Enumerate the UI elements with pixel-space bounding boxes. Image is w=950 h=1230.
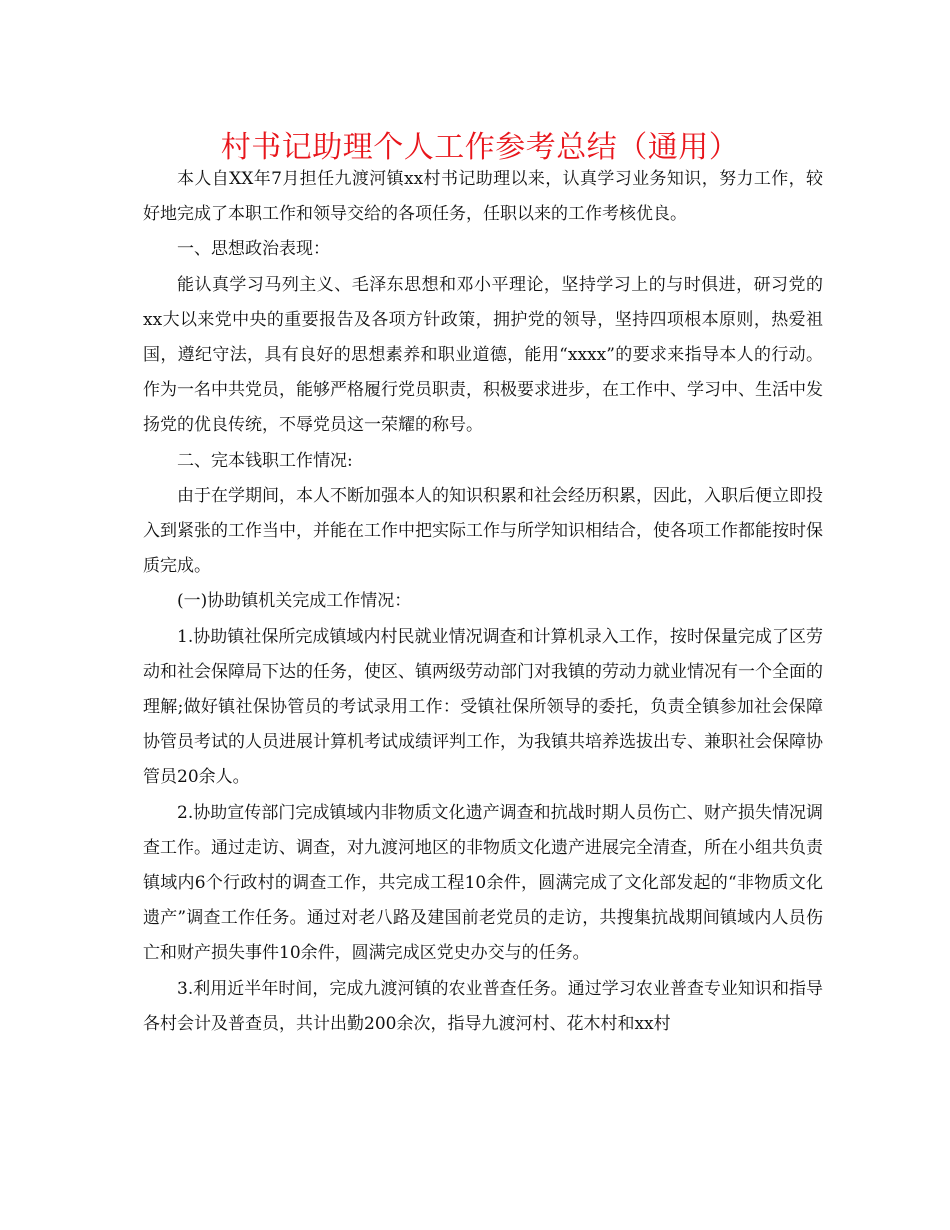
paragraph-item-2: 2.协助宣传部门完成镇域内非物质文化遗产调查和抗战时期人员伤亡、财产损失情况调查工作。通过走访、调查，对九渡河地区的非物质文化遗产进展完全清查，所在小组共负责镇域内6个行政村的调查工作，共完成工程10余件，圆满完成了文化部发起的“非物质文化遗产”调查工作任务。通过对老八路及建国前老党员的走访，共搜集抗战期间镇域内人员伤亡和财产损失事件10余件，圆满完成区党史办交与的任务。: [143, 802, 823, 964]
document-title: 村书记助理个人工作参考总结（通用）: [220, 130, 740, 165]
section-heading-work: 二、完本钱职工作情况:: [177, 450, 353, 471]
document-body: [143, 162, 823, 1042]
paragraph-item-1: 1.协助镇社保所完成镇域内村民就业情况调查和计算机录入工作，按时保量完成了区劳动和社会保障局下达的任务，使区、镇两级劳动部门对我镇的劳动力就业情况有一个全面的理解;做好镇社保协管员的考试录用工作：受镇社保所领导的委托，负责全镇参加社会保障协管员考试的人员进展计算机考试成绩评判工作，为我镇共培养选拔出专、兼职社会保障协管员20余人。: [143, 626, 823, 788]
paragraph-political: 能认真学习马列主义、毛泽东思想和邓小平理论，坚持学习上的与时俱进，研习党的xx大以来党中央的重要报告及各项方针政策，拥护党的领导，坚持四项根本原则，热爱祖国，遵纪守法，具有良好的思想素养和职业道德，能用“xxxx”的要求来指导本人的行动。作为一名中共党员，能够严格履行党员职责，积极要求进步，在工作中、学习中、生活中发扬党的优良传统，不辱党员这一荣耀的称号。: [143, 274, 823, 436]
paragraph-work-intro: 由于在学期间，本人不断加强本人的知识积累和社会经历积累，因此，入职后便立即投入到紧张的工作当中，并能在工作中把实际工作与所学知识相结合，使各项工作都能按时保质完成。: [143, 485, 823, 577]
paragraph-item-3: 3.利用近半年时间，完成九渡河镇的农业普查任务。通过学习农业普查专业知识和指导各村会计及普查员，共计出勤200余次，指导九渡河村、花木村和xx村: [143, 978, 823, 1034]
subsection-heading-assist: (一)协助镇机关完成工作情况：: [177, 591, 412, 612]
section-heading-political: 一、思想政治表现：: [177, 239, 330, 260]
paragraph-intro: 本人自XX年7月担任九渡河镇xx村书记助理以来，认真学习业务知识，努力工作，较好地完成了本职工作和领导交给的各项任务，任职以来的工作考核优良。: [143, 169, 823, 225]
